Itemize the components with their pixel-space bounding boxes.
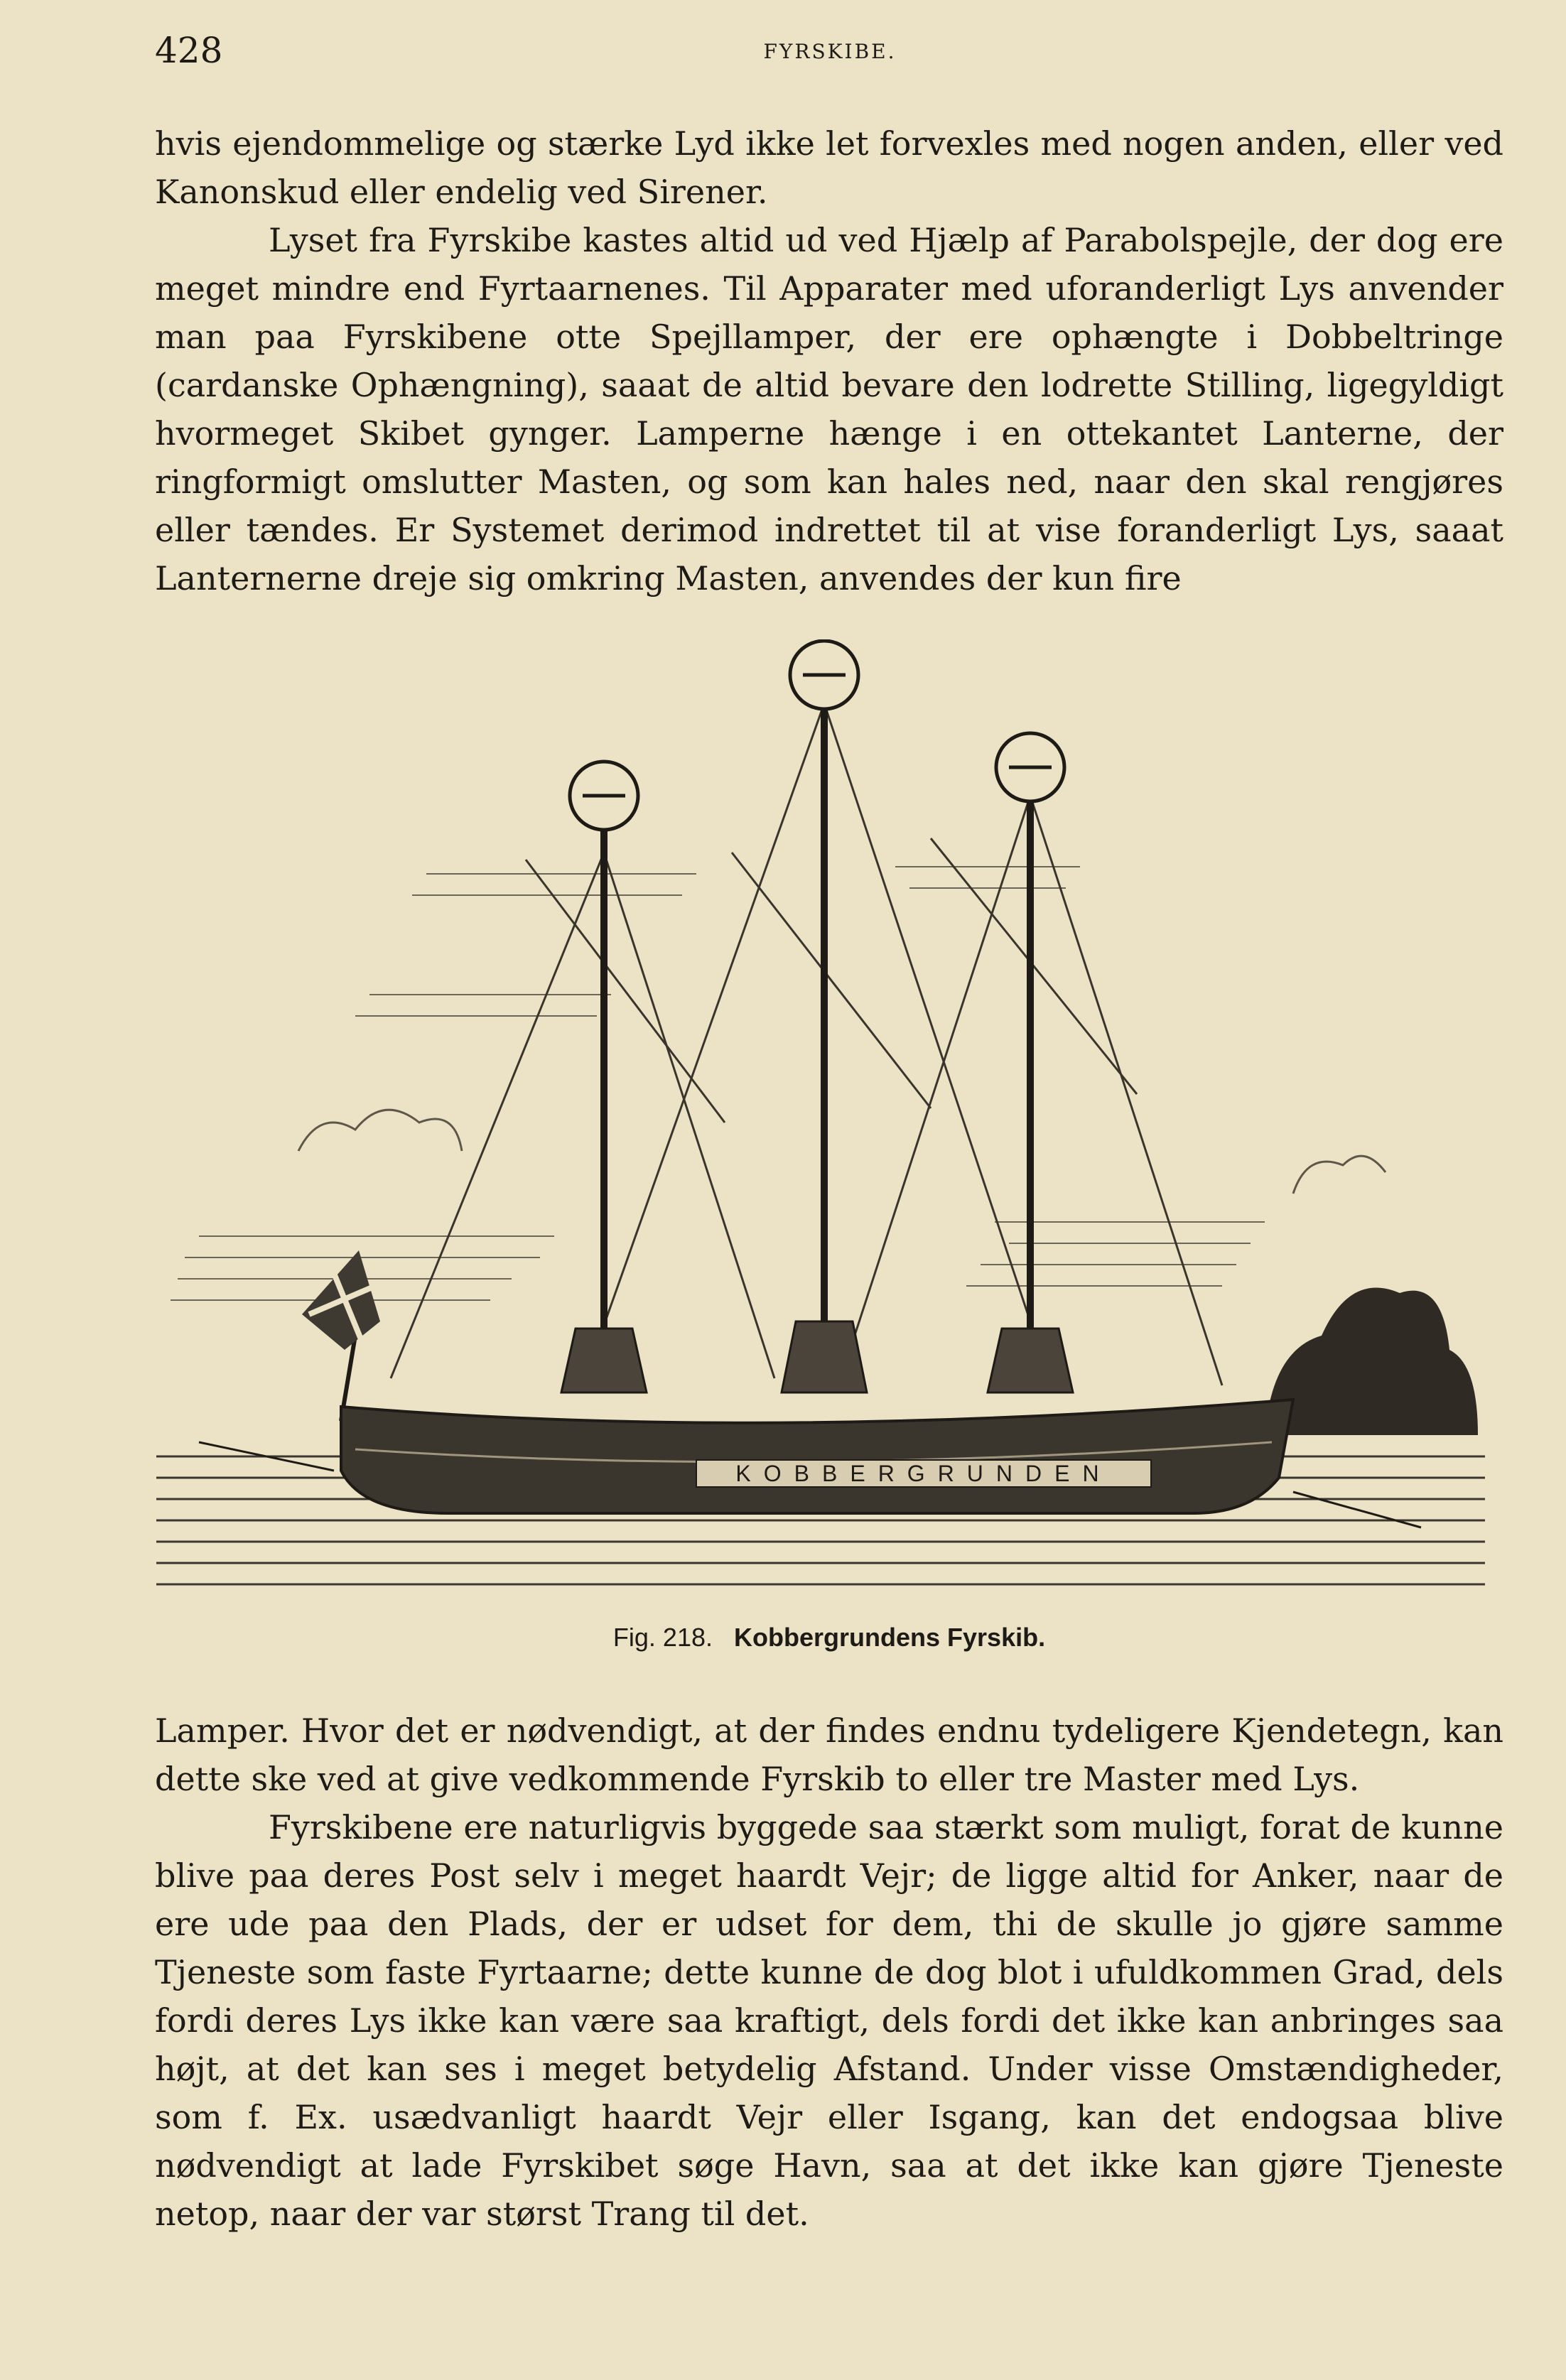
running-head: FYRSKIBE.: [763, 40, 897, 63]
figure-caption: [155, 1623, 1503, 1653]
flag: [302, 1250, 384, 1421]
lightship-illustration: [156, 639, 1485, 1606]
sky-hatching: [171, 867, 1265, 1300]
rigging: [391, 703, 1222, 1385]
caption-number: Fig. 218.: [612, 1623, 713, 1652]
island-trees: [1265, 1288, 1478, 1436]
page-header: [155, 30, 1505, 72]
ship-hull: [341, 1400, 1293, 1513]
caption-title: Kobbergrundens Fyrskib.: [734, 1623, 1046, 1652]
paragraph-1: hvis ejendommelige og stærke Lyd ikke let forvexles med nogen anden, eller ved Kanonskud eller endelig ved Sirener.: [155, 124, 1503, 211]
clouds: [298, 1110, 1386, 1194]
lantern-houses: [561, 1321, 1073, 1392]
paragraph-4: Fyrskibene ere naturligvis byggede saa stærkt som muligt, forat de kunne blive paa deres Post selv i meget haardt Vejr; de ligge altid for Anker, naar de ere ude paa den Plads, der er udset for dem, thi de skulle jo gjøre samme Tjeneste som faste Fyrtaarne; dette kunne de dog blot i ufuldkommen Grad, dels fordi deres Lys ikke kan være saa kraftigt, dels fordi det ikke kan anbringes saa højt, at det kan ses i meget betydelig Afstand. Under visse Omstændigheder, som f. Ex. usædvanligt haardt Vejr eller Isgang, kan det endogsaa blive nødvendigt at lade Fyrskibet søge Havn, saa at det ikke kan gjøre Tjeneste netop, naar der var størst Trang til det.: [155, 1808, 1503, 2233]
hull-name: KOBBERGRUNDEN: [735, 1461, 1112, 1486]
page-number: 428: [155, 30, 223, 71]
paragraph-2: Lyset fra Fyrskibe kastes altid ud ved Hjælp af Parabolspejle, der dog ere meget mindre end Fyrtaarnenes. Til Apparater med uforanderligt Lys anvender man paa Fyrskibene otte Spejllamper, der ere ophængte i Dobbeltringe (cardanske Ophængning), saaat de altid bevare den lodrette Stilling, ligegyldigt hvormeget Skibet gynger. Lamperne hænge i en ottekantet Lanterne, der ringformigt omslutter Masten, og som kan hales ned, naar den skal rengjøres eller tændes. Er Systemet derimod indrettet til at vise foranderligt Lys, saaat Lanternerne dreje sig omkring Masten, anvendes der kun fire: [155, 221, 1503, 597]
paragraph-3: Lamper. Hvor det er nødvendigt, at der findes endnu tydeligere Kjendetegn, kan dette ske ved at give vedkommende Fyrskib to eller tre Master med Lys.: [155, 1711, 1503, 1798]
mast-lanterns: [570, 641, 1064, 830]
